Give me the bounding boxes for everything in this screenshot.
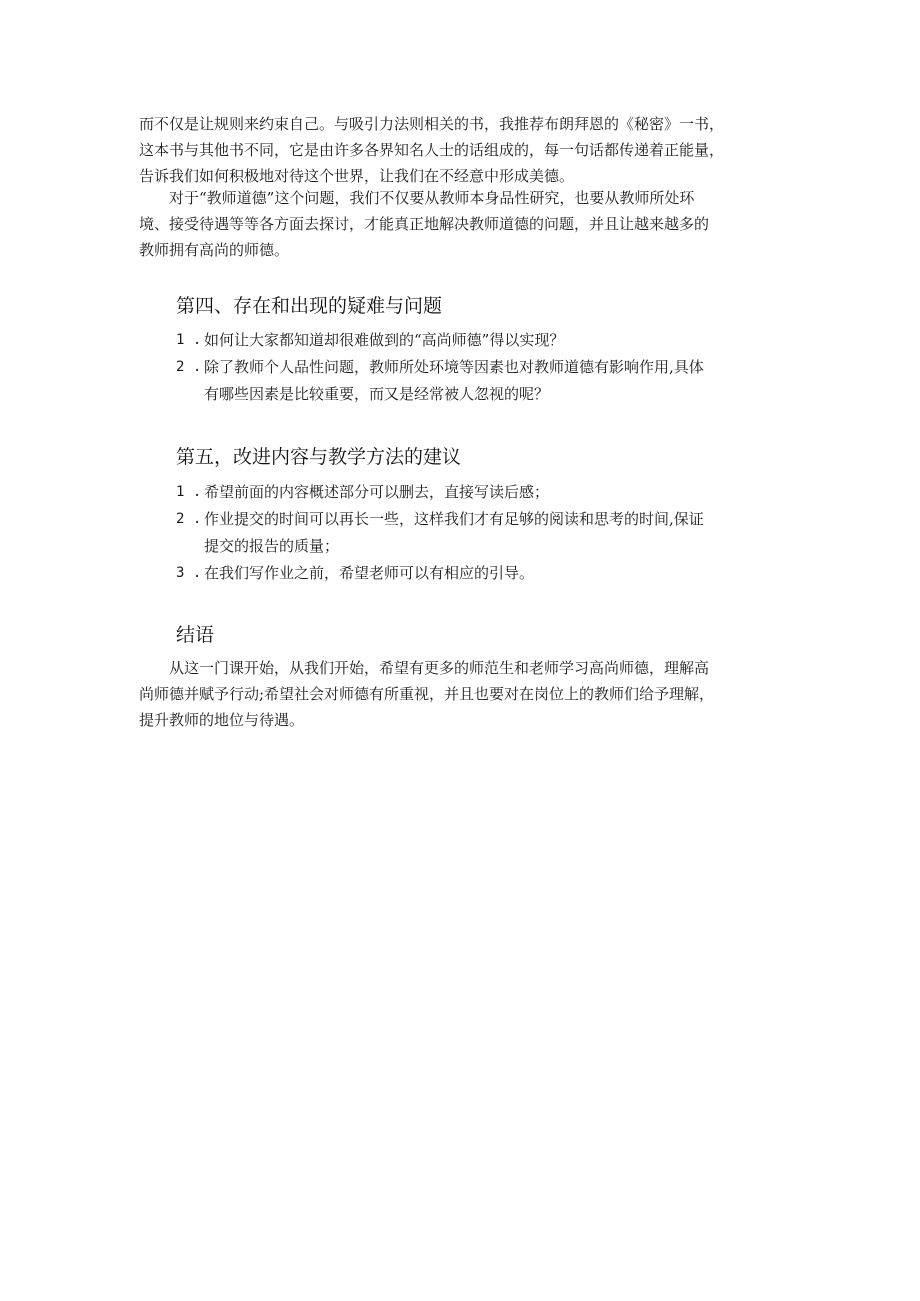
list-item-text: 作业提交的时间可以再长一些，这样我们才有足够的阅读和思考的时间,保证	[204, 510, 704, 528]
list-item	[176, 479, 796, 506]
list-item-number: 2 .	[176, 359, 202, 375]
paragraph-line: 境、接受待遇等等各方面去探讨，才能真正地解决教师道德的问题，并且让越来越多的	[139, 215, 710, 233]
section-five-list	[176, 479, 796, 587]
conclusion-title: 结语	[176, 624, 215, 646]
paragraph-line: 从这一门课开始，从我们开始，希望有更多的师范生和老师学习高尚师德，理解高	[169, 659, 710, 677]
section-four-title: 第四、存在和出现的疑难与问题	[176, 295, 443, 317]
paragraph-line: 提升教师的地位与待遇。	[139, 711, 305, 729]
list-item-number: 3 .	[176, 565, 202, 581]
list-item-text: 如何让大家都知道却很难做到的“高尚师德”得以实现？	[204, 331, 565, 349]
list-item	[176, 506, 796, 560]
paragraph-line: 教师拥有高尚的师德。	[139, 241, 290, 259]
list-item-number: 1 .	[176, 332, 202, 348]
list-item	[176, 327, 796, 354]
list-item	[176, 560, 796, 587]
list-item-number: 2 .	[176, 511, 202, 527]
ethics-paragraph	[139, 185, 789, 263]
list-item-text: 除了教师个人品性问题，教师所处环境等因素也对教师道德有影响作用,具体	[204, 358, 704, 376]
section-five-title: 第五，改进内容与教学方法的建议	[176, 446, 462, 468]
paragraph-line: 这本书与其他书不同，它是由许多各界知名人士的话组成的，每一句话都传递着正能量，	[139, 141, 725, 159]
paragraph-line: 而不仅是让规则来约束自己。与吸引力法则相关的书，我推荐布朗拜恩的《秘密》一书，	[139, 115, 725, 133]
list-item	[176, 354, 796, 408]
paragraph-line: 对于“教师道德”这个问题，我们不仅要从教师本身品性研究，也要从教师所处环	[169, 189, 695, 207]
list-item-text: 提交的报告的质量；	[204, 537, 340, 555]
section-four-list	[176, 327, 796, 408]
paragraph-line: 告诉我们如何积极地对待这个世界，让我们在不经意中形成美德。	[139, 167, 575, 185]
list-item-text: 在我们写作业之前，希望老师可以有相应的引导。	[204, 564, 535, 582]
list-item-text: 希望前面的内容概述部分可以删去，直接写读后感；	[204, 483, 550, 501]
conclusion-paragraph	[139, 655, 789, 733]
list-item-number: 1 .	[176, 484, 202, 500]
list-item-text: 有哪些因素是比较重要，而又是经常被人忽视的呢？	[204, 385, 550, 403]
paragraph-line: 尚师德并赋予行动;希望社会对师德有所重视，并且也要对在岗位上的教师们给予理解，	[139, 685, 715, 703]
intro-paragraph	[139, 111, 789, 189]
